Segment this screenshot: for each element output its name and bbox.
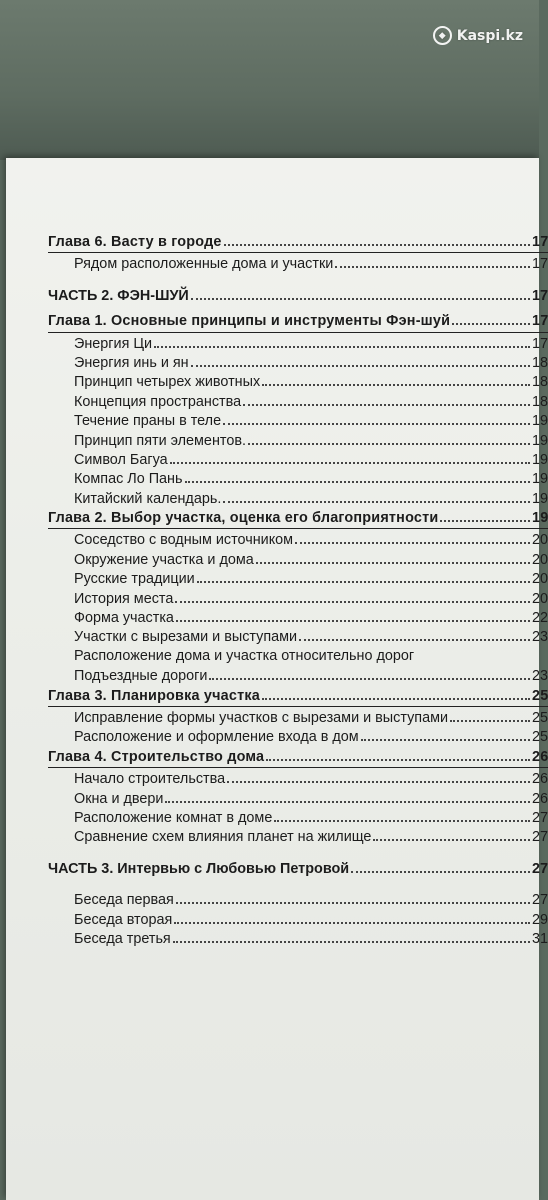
toc-entry-title: Принцип четырех животных: [74, 374, 261, 391]
toc-page-number: 20: [532, 571, 548, 588]
toc-page-number: 19: [532, 413, 548, 430]
toc-page-number: 27: [532, 829, 548, 846]
dot-leader: [170, 450, 530, 464]
toc-page-number: 18: [532, 393, 548, 410]
chapter-divider: [48, 252, 548, 253]
dot-leader: [165, 789, 530, 803]
toc-subentry: [48, 530, 548, 549]
kaspi-logo-icon: ◆: [433, 26, 452, 45]
toc-subentry: [48, 789, 548, 808]
dot-leader: [335, 254, 530, 268]
toc-page-number: 22: [532, 610, 548, 627]
toc-entry-title: Подъездные дороги: [74, 668, 208, 685]
toc-page-number: 17: [532, 335, 548, 352]
dot-leader: [185, 469, 530, 483]
dot-leader: [174, 910, 530, 924]
toc-subentry: [48, 666, 548, 685]
toc-page-number: 17: [532, 256, 548, 273]
dot-leader: [266, 747, 530, 761]
dot-leader: [256, 550, 530, 564]
toc-page-number: 20: [532, 532, 548, 549]
toc-page-number: 19: [532, 432, 548, 449]
toc-entry-title: Расположение дома и участка относительно дорог: [74, 647, 415, 664]
toc-page-number: 20: [532, 551, 548, 568]
toc-entry-title: История места: [74, 590, 174, 607]
toc-page-number: 25: [532, 709, 548, 726]
toc-page-number: 23: [532, 668, 548, 685]
dot-leader: [223, 411, 530, 425]
toc-chapter-4: [48, 747, 548, 766]
toc-entry-title: ЧАСТЬ 3. Интервью с Любовью Петровой: [48, 860, 350, 877]
watermark: [433, 26, 523, 45]
toc-entry-title: Беседа третья: [74, 930, 171, 947]
toc-part-3: [48, 859, 548, 878]
toc-page-number: 18: [532, 374, 548, 391]
toc-entry-title: Форма участка: [74, 610, 174, 627]
toc-subentry: [48, 910, 548, 929]
dot-leader: [243, 392, 530, 406]
toc-subentry: [48, 708, 548, 727]
toc-page-number: 17: [532, 313, 548, 330]
toc-page-number: 17: [532, 287, 548, 304]
table-of-contents: [48, 232, 548, 948]
toc-chapter-2: [48, 508, 548, 527]
toc-entry-title: Глава 1. Основные принципы и инструменты Фэн-шуй: [48, 313, 451, 330]
dot-leader: [224, 232, 530, 246]
dot-leader: [175, 589, 530, 603]
toc-page-number: 26: [532, 748, 548, 765]
toc-entry-title: Исправление формы участков с вырезами и выступами: [74, 709, 449, 726]
toc-page-number: 31: [532, 930, 548, 947]
chapter-divider: [48, 528, 548, 529]
toc-page-number: 18: [532, 354, 548, 371]
toc-page-number: 19: [532, 451, 548, 468]
dot-leader: [209, 666, 530, 680]
toc-subentry: [48, 727, 548, 746]
toc-page-number: 26: [532, 771, 548, 788]
dot-leader: [450, 708, 530, 722]
chapter-divider: [48, 767, 548, 768]
dot-leader: [227, 769, 530, 783]
dot-leader: [351, 859, 530, 873]
dot-leader: [197, 569, 530, 583]
dot-leader: [248, 431, 530, 445]
toc-page-number: 19: [532, 471, 548, 488]
toc-entry-title: Расположение и оформление входа в дом: [74, 729, 359, 746]
toc-entry-title: Глава 3. Планировка участка: [48, 687, 260, 704]
toc-entry-title: Окна и двери: [74, 790, 164, 807]
toc-entry-title: Глава 4. Строительство дома: [48, 748, 265, 765]
dot-leader: [173, 929, 530, 943]
toc-page-number: 27: [532, 892, 548, 909]
toc-entry-title: Концепция пространства: [74, 393, 242, 410]
dot-leader: [361, 727, 530, 741]
toc-entry-title: Соседство с водным источником: [74, 532, 294, 549]
toc-subentry: [48, 431, 548, 450]
dot-leader: [154, 334, 530, 348]
toc-entry-title: Окружение участка и дома: [74, 551, 254, 568]
toc-entry-title: Компас Ло Пань: [74, 471, 183, 488]
toc-subentry: [48, 589, 548, 608]
toc-entry-title: Энергия Ци: [74, 335, 153, 352]
toc-page-number: 19: [532, 490, 548, 507]
toc-subentry: [48, 254, 548, 273]
toc-entry-title: Глава 2. Выбор участка, оценка его благоприятности: [48, 510, 439, 527]
toc-chapter-6: [48, 232, 548, 251]
toc-entry-title: Русские традиции: [74, 571, 195, 588]
toc-subentry: [48, 627, 548, 646]
toc-subentry: [48, 769, 548, 788]
toc-page-number: 26: [532, 790, 548, 807]
toc-chapter-1: [48, 311, 548, 330]
toc-entry-title: Беседа первая: [74, 892, 174, 909]
toc-subentry: [48, 411, 548, 430]
dot-leader: [262, 686, 530, 700]
dot-leader: [373, 827, 530, 841]
toc-page-number: 25: [532, 729, 548, 746]
toc-entry-title: Рядом расположенные дома и участки: [74, 256, 334, 273]
toc-page-number: 25: [532, 687, 548, 704]
toc-page-number: 19: [532, 510, 548, 527]
dot-leader: [223, 489, 530, 503]
book-page: [6, 158, 548, 1200]
toc-subentry: [48, 569, 548, 588]
toc-page-number: 27: [532, 860, 548, 877]
toc-entry-title: Течение праны в теле: [74, 413, 222, 430]
toc-entry-title: Глава 6. Васту в городе: [48, 234, 222, 250]
toc-subentry: [48, 353, 548, 372]
watermark-text: Kaspi.kz: [456, 27, 523, 44]
toc-subentry: [48, 647, 548, 666]
toc-subentry: [48, 608, 548, 627]
toc-page-number: 29: [532, 911, 548, 928]
toc-subentry: [48, 808, 548, 827]
dot-leader: [262, 372, 530, 386]
toc-page-number: 27: [532, 809, 548, 826]
dot-leader: [452, 311, 530, 325]
toc-subentry: [48, 827, 548, 846]
toc-subentry: [48, 489, 548, 508]
toc-entry-title: Символ Багуа: [74, 451, 168, 468]
toc-entry-title: Беседа вторая: [74, 911, 173, 928]
toc-subentry: [48, 450, 548, 469]
dot-leader: [176, 608, 530, 622]
toc-subentry: [48, 392, 548, 411]
toc-subentry: [48, 550, 548, 569]
toc-entry-title: Участки с вырезами и выступами: [74, 629, 298, 646]
dot-leader: [440, 508, 530, 522]
toc-subentry: [48, 890, 548, 909]
toc-entry-title: Начало строительства: [74, 771, 226, 788]
toc-subentry: [48, 372, 548, 391]
toc-page-number: 20: [532, 590, 548, 607]
dot-leader: [191, 286, 530, 300]
toc-entry-title: ЧАСТЬ 2. ФЭН-ШУЙ: [48, 287, 189, 304]
toc-subentry: [48, 469, 548, 488]
toc-entry-title: Энергия инь и ян: [74, 354, 189, 371]
toc-page-number: 17: [532, 234, 548, 250]
toc-subentry: [48, 334, 548, 353]
dot-leader: [176, 890, 530, 904]
dot-leader: [191, 353, 530, 367]
dot-leader: [299, 627, 530, 641]
toc-entry-title: Сравнение схем влияния планет на жилище: [74, 829, 372, 846]
dot-leader: [416, 648, 546, 660]
toc-entry-title: Расположение комнат в доме: [74, 809, 273, 826]
chapter-divider: [48, 332, 548, 333]
background-surface: [0, 0, 539, 160]
toc-subentry: [48, 929, 548, 948]
chapter-divider: [48, 706, 548, 707]
dot-leader: [295, 530, 530, 544]
toc-entry-title: Китайский календарь.: [74, 490, 222, 507]
toc-entry-title: Принцип пяти элементов.: [74, 432, 246, 449]
toc-page-number: 23: [532, 629, 548, 646]
toc-part-2: [48, 286, 548, 305]
toc-chapter-3: [48, 686, 548, 705]
dot-leader: [274, 808, 530, 822]
